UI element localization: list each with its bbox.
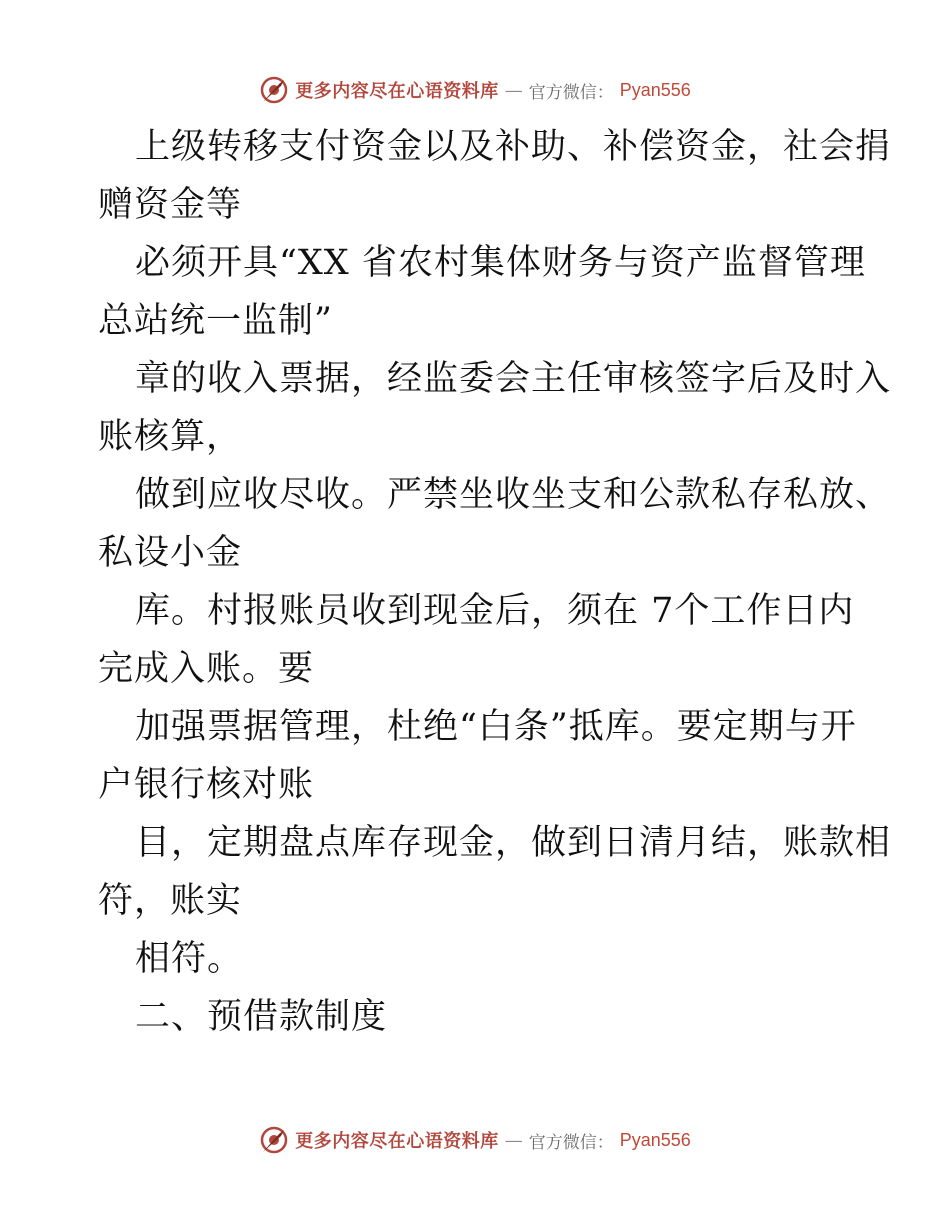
- body-line: 赠资金等: [98, 185, 243, 225]
- header-banner: [0, 70, 950, 110]
- body-line: 上级转移支付资金以及补助、补偿资金，社会捐: [135, 127, 892, 167]
- body-line: 账核算，: [98, 417, 243, 457]
- body-line: 库。村报账员收到现金后，须在 7个工作日内: [135, 591, 855, 631]
- footer-dash: —: [504, 1129, 523, 1151]
- footer-banner: [0, 1120, 950, 1160]
- footer-wechat-id: Pyan556: [619, 1129, 691, 1150]
- body-line: 加强票据管理，杜绝“白条”抵库。要定期与开: [135, 707, 857, 747]
- body-line: 完成入账。要: [98, 649, 315, 689]
- section-heading: 二、预借款制度: [135, 997, 388, 1037]
- body-line: 做到应收尽收。严禁坐收坐支和公款私存私放、: [135, 475, 892, 515]
- header-site-text: 更多内容尽在心语资料库: [295, 81, 499, 102]
- body-line: 私设小金: [98, 533, 243, 573]
- header-wechat-label: 官方微信：: [528, 82, 614, 103]
- body-line: 章的收入票据，经监委会主任审核签字后及时入: [135, 359, 892, 399]
- header-dash: —: [504, 79, 523, 101]
- body-line: 相符。: [135, 939, 244, 979]
- header-wechat-id: Pyan556: [619, 79, 691, 100]
- document-body: [98, 118, 892, 1046]
- body-line: 目，定期盘点库存现金，做到日清月结，账款相: [135, 823, 892, 863]
- footer-site-text: 更多内容尽在心语资料库: [295, 1131, 499, 1152]
- footer-wechat-label: 官方微信：: [528, 1132, 614, 1153]
- body-line: 符，账实: [98, 881, 243, 921]
- body-line: 总站统一监制”: [98, 301, 333, 341]
- body-line: 必须开具“XX 省农村集体财务与资产监督管理: [135, 243, 866, 283]
- logo-icon: [259, 1125, 289, 1155]
- body-line: 户银行核对账: [98, 765, 315, 805]
- logo-icon: [259, 75, 289, 105]
